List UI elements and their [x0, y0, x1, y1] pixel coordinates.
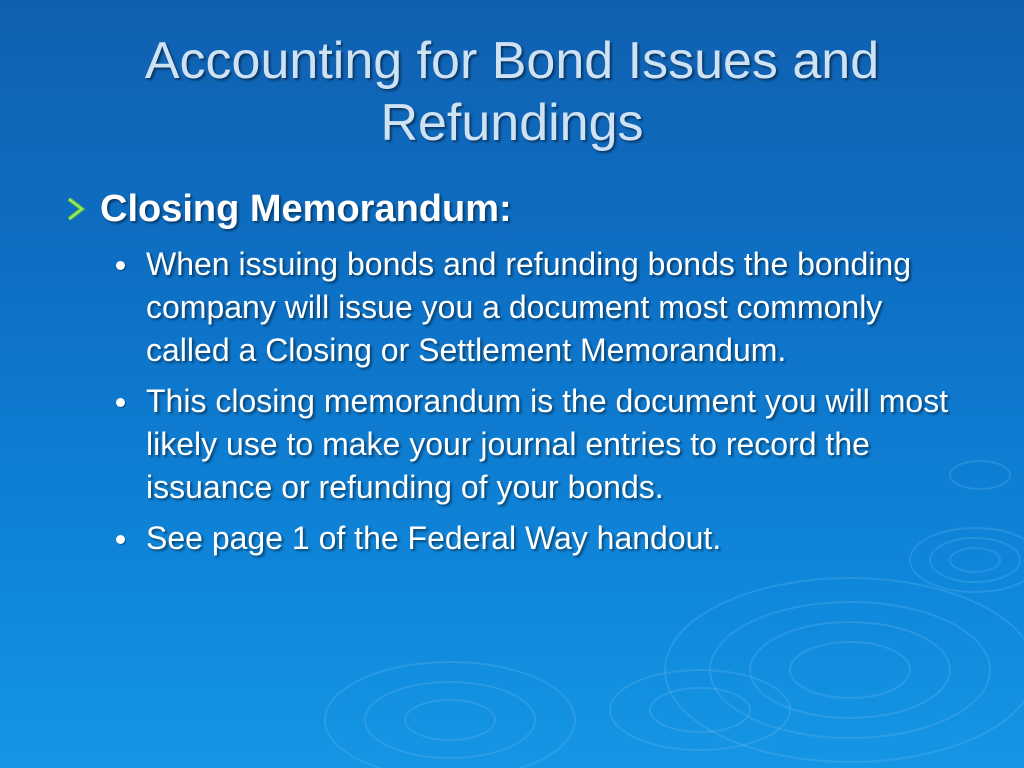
bullet-list	[112, 243, 972, 568]
slide-title: Accounting for Bond Issues and Refundings	[144, 32, 880, 152]
bullet-text: See page 1 of the Federal Way handout.	[146, 520, 722, 556]
closing-memorandum-heading	[64, 186, 512, 232]
bullet-dot-icon	[116, 261, 125, 270]
bullet-text: This closing memorandum is the document you will most likely use to make your journal entries to record the issuance or refunding of your bonds.	[146, 383, 949, 505]
heading-text: Closing Memorandum:	[100, 188, 512, 230]
bullet-text: When issuing bonds and refunding bonds the bonding company will issue you a document most commonly called a Closing or Settlement Memorandum.	[146, 246, 912, 368]
list-item	[112, 380, 972, 509]
bullet-dot-icon	[116, 398, 125, 407]
list-item	[112, 517, 972, 560]
arrow-bullet-icon	[64, 196, 90, 222]
bullet-dot-icon	[116, 535, 125, 544]
list-item	[112, 243, 972, 372]
